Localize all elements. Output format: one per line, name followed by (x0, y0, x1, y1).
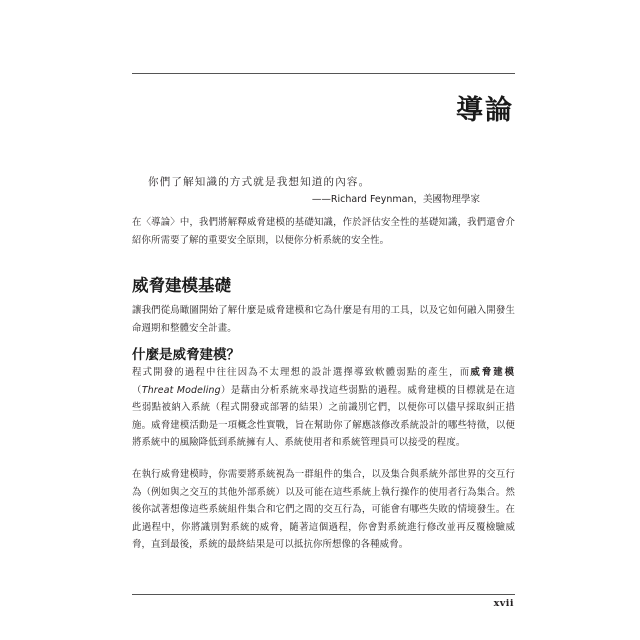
epigraph-quote: 你們了解知識的方式就是我想知道的內容。 (148, 176, 371, 188)
page-number: xvii (493, 598, 514, 609)
bottom-rule (132, 594, 515, 595)
chapter-title: 導論 (456, 95, 514, 126)
p1-start: 程式開發的過程中往往因為不太理想的設計選擇導致軟體弱點的產生，而 (132, 367, 471, 378)
term-threat-modeling-en: Threat Modeling (141, 384, 221, 396)
section-paragraph: 讓我們從鳥瞰圖開始了解什麼是威脅建模和它為什麼是有用的工具，以及它如何融入開發生命週期和整體安全計畫。 (132, 305, 515, 334)
intro-paragraph: 在〈導論〉中，我們將解釋威脅建模的基礎知識，作於評估安全性的基礎知識，我們還會介紹你所需要了解的重要安全原則，以便你分析系統的安全性。 (132, 217, 515, 246)
p1-open-paren: （ (132, 384, 142, 396)
term-threat-modeling: 威脅建模 (470, 367, 515, 378)
p1-rest: ）是藉由分析系統來尋找這些弱點的過程。威脅建模的目標就是在這些弱點被納入系統（程式開發或部署的結果）之前識別它們，以便你可以儘早採取糾正措施。威脅建模活動是一項概念性實戰，旨在幫助你了解應該修改系統設計的哪些特徵，以便將系統中的風險降低到系統擁有人、系統使用者和系統管理員可以接受的程度。 (132, 384, 515, 449)
subsection-paragraph-1 (132, 364, 515, 452)
section-heading: 威脅建模基礎 (132, 276, 231, 295)
subsection-paragraph-2: 在執行威脅建模時，你需要將系統視為一群組件的集合，以及集合與系統外部世界的交互行為（例如與之交互的其他外部系統）以及可能在這些系統上執行操作的使用者行為集合。然後你試著想像這些系統組件集合和它們之間的交互行為，可能會有哪些失敗的情境發生。在此過程中，你將識別對系統的威脅，隨著這個過程，你會對系統進行修改並再反覆檢驗威脅，直到最後，系統的最終結果是可以抵抗你所想像的各種威脅。 (132, 469, 515, 551)
subsection-heading: 什麼是威脅建模？ (132, 347, 240, 363)
epigraph-source: ——Richard Feynman，美國物理學家 (311, 194, 480, 205)
top-rule (132, 73, 515, 74)
